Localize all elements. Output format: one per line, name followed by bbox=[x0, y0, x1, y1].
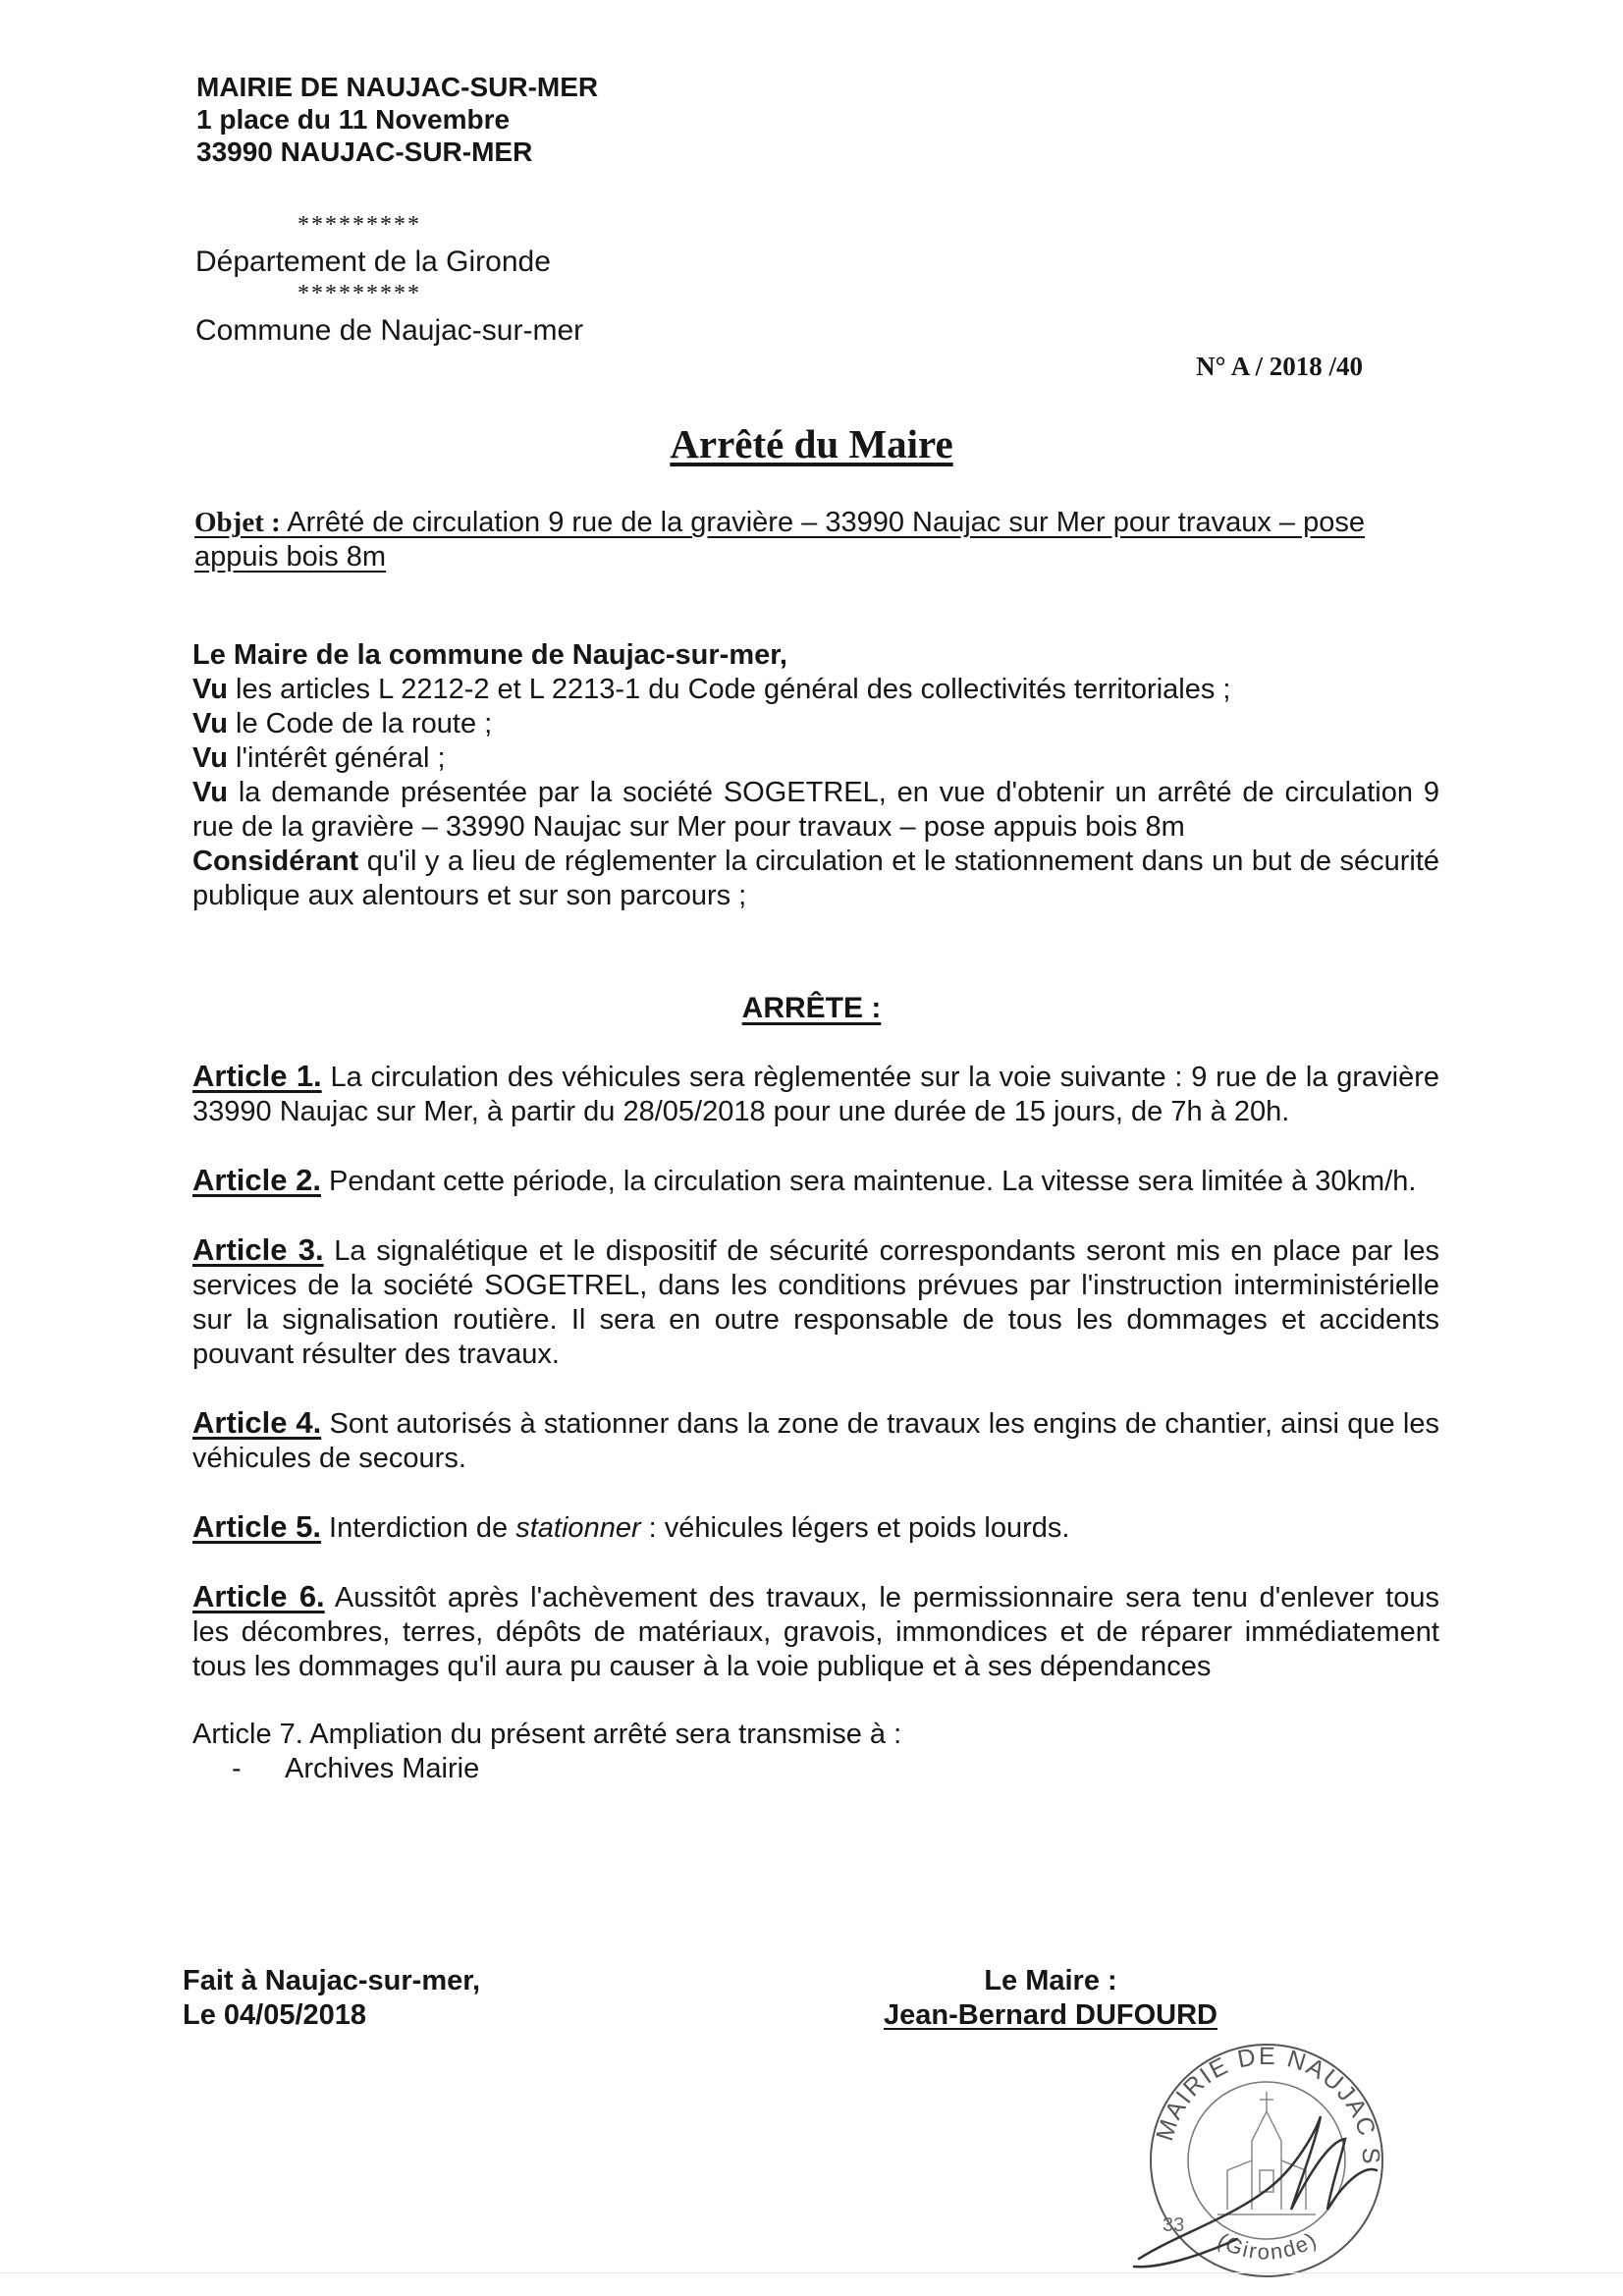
article-6 bbox=[192, 1579, 1439, 1684]
article-label: Article 1. bbox=[192, 1059, 322, 1093]
stamp-text: MAIRIE DE NAUJAC S bbox=[1151, 2042, 1385, 2166]
preamble-vu bbox=[192, 707, 1439, 741]
preamble-considerant bbox=[192, 845, 1439, 913]
article-2 bbox=[192, 1163, 1439, 1199]
separator-stars: ********* bbox=[298, 212, 421, 238]
preamble-vu bbox=[192, 776, 1439, 845]
vu-text: la demande présentée par la société SOGETREL, en vue d'obtenir un arrêté de circulation 9 rue de la gravière – 33990 Naujac sur Mer pour travaux – pose appuis bois 8m bbox=[192, 777, 1439, 843]
mairie-stamp bbox=[1119, 2023, 1414, 2283]
article-7 bbox=[192, 1718, 1439, 1752]
separator-stars: ********* bbox=[298, 281, 421, 306]
article-text: Aussitôt après l'achèvement des travaux, le permissionnaire sera tenu d'enlever tous les décombres, terres, dépôts de matériaux, gravois, immondices et de réparer immédiatement tous les dommages qu'il aura pu causer à la voie publique et à ses dépendances bbox=[192, 1582, 1439, 1682]
article-text: La circulation des véhicules sera règlementée sur la voie suivante : 9 rue de la gravière 33990 Naujac sur Mer, à partir du 28/05/2018 pour une durée de 15 jours, de 7h à 20h. bbox=[192, 1062, 1439, 1127]
article-text: Interdiction de bbox=[329, 1512, 509, 1544]
article-text-italic: stationner bbox=[515, 1512, 641, 1544]
mairie-city: 33990 NAUJAC-SUR-MER bbox=[196, 137, 533, 167]
mairie-name: MAIRIE DE NAUJAC-SUR-MER bbox=[196, 72, 599, 102]
vu-word: Vu bbox=[192, 708, 228, 739]
vu-word: Vu bbox=[192, 742, 228, 774]
vu-text: l'intérêt général ; bbox=[236, 742, 446, 774]
svg-text:(Gironde) bbox=[1214, 2226, 1322, 2264]
signature-date: Le 04/05/2018 bbox=[183, 1999, 367, 2031]
article-text: Ampliation du présent arrêté sera transmise à : bbox=[309, 1719, 902, 1750]
article-label: Article 3. bbox=[192, 1232, 324, 1267]
signature-name: Jean-Bernard DUFOURD bbox=[884, 1999, 1217, 2031]
vu-text: le Code de la route ; bbox=[236, 708, 493, 739]
preamble-vu bbox=[192, 741, 1439, 776]
article-text: La signalétique et le dispositif de sécurité correspondants seront mis en place par les services de la société SOGETREL, dans les conditions prévues par l'instruction interministérielle sur la signalisation routière. Il sera en outre responsable de tous les dommages et accidents pouvant résulter des travaux. bbox=[192, 1235, 1439, 1370]
document-title: Arrêté du Maire bbox=[670, 421, 953, 466]
vu-word: Vu bbox=[192, 777, 228, 808]
mairie-address: 1 place du 11 Novembre bbox=[196, 104, 511, 135]
article-label: Article 6. bbox=[192, 1579, 325, 1613]
considerant-word: Considérant bbox=[192, 846, 359, 877]
arrete-heading: ARRÊTE : bbox=[741, 992, 882, 1024]
signature-place: Fait à Naujac-sur-mer, bbox=[183, 1965, 480, 1996]
objet-label: Objet : bbox=[194, 507, 281, 538]
article-label: Article 7. bbox=[192, 1719, 303, 1750]
article-3 bbox=[192, 1232, 1439, 1372]
signature-role: Le Maire : bbox=[984, 1965, 1117, 1996]
stamp-seal-icon bbox=[1119, 2023, 1414, 2278]
objet-text: Arrêté de circulation 9 rue de la gravière – 33990 Naujac sur Mer pour travaux – pose appuis bois 8m bbox=[194, 507, 1366, 573]
stamp-num: 33 bbox=[1163, 2214, 1185, 2236]
list-item bbox=[192, 1752, 1439, 1786]
signature-place-date bbox=[183, 1964, 480, 2033]
commune: Commune de Naujac-sur-mer bbox=[195, 314, 584, 347]
preamble-vu bbox=[192, 673, 1439, 707]
reference-number: N° A / 2018 /40 bbox=[1196, 352, 1363, 381]
article-1 bbox=[192, 1059, 1439, 1129]
preamble-maire: Le Maire de la commune de Naujac-sur-mer, bbox=[192, 639, 787, 671]
article-5 bbox=[192, 1509, 1439, 1546]
article-label: Article 2. bbox=[192, 1163, 321, 1197]
bullet-dash: - bbox=[232, 1753, 242, 1784]
article-text: : véhicules légers et poids lourds. bbox=[648, 1512, 1070, 1544]
article-label: Article 5. bbox=[192, 1509, 321, 1544]
vu-word: Vu bbox=[192, 674, 228, 705]
articles bbox=[192, 1059, 1439, 1786]
vu-text: les articles L 2212-2 et L 2213-1 du Code général des collectivités territoriales ; bbox=[236, 674, 1231, 705]
considerant-text: qu'il y a lieu de réglementer la circulation et le stationnement dans un but de sécurité publique aux alentours et sur son parcours ; bbox=[192, 846, 1439, 911]
scan-edge bbox=[0, 2272, 1623, 2273]
preamble bbox=[192, 638, 1439, 913]
article-text: Sont autorisés à stationner dans la zone de travaux les engins de chantier, ainsi que les véhicules de secours. bbox=[192, 1408, 1440, 1474]
mairie-header bbox=[196, 71, 598, 168]
article-4 bbox=[192, 1405, 1439, 1476]
objet bbox=[194, 506, 1443, 574]
bullet-text: Archives Mairie bbox=[285, 1753, 480, 1784]
stamp-dept: (Gironde) bbox=[1214, 2226, 1323, 2265]
article-text: Pendant cette période, la circulation sera maintenue. La vitesse sera limitée à 30km/h. bbox=[329, 1166, 1417, 1197]
article-label: Article 4. bbox=[192, 1405, 322, 1440]
departement: Département de la Gironde bbox=[195, 246, 551, 278]
